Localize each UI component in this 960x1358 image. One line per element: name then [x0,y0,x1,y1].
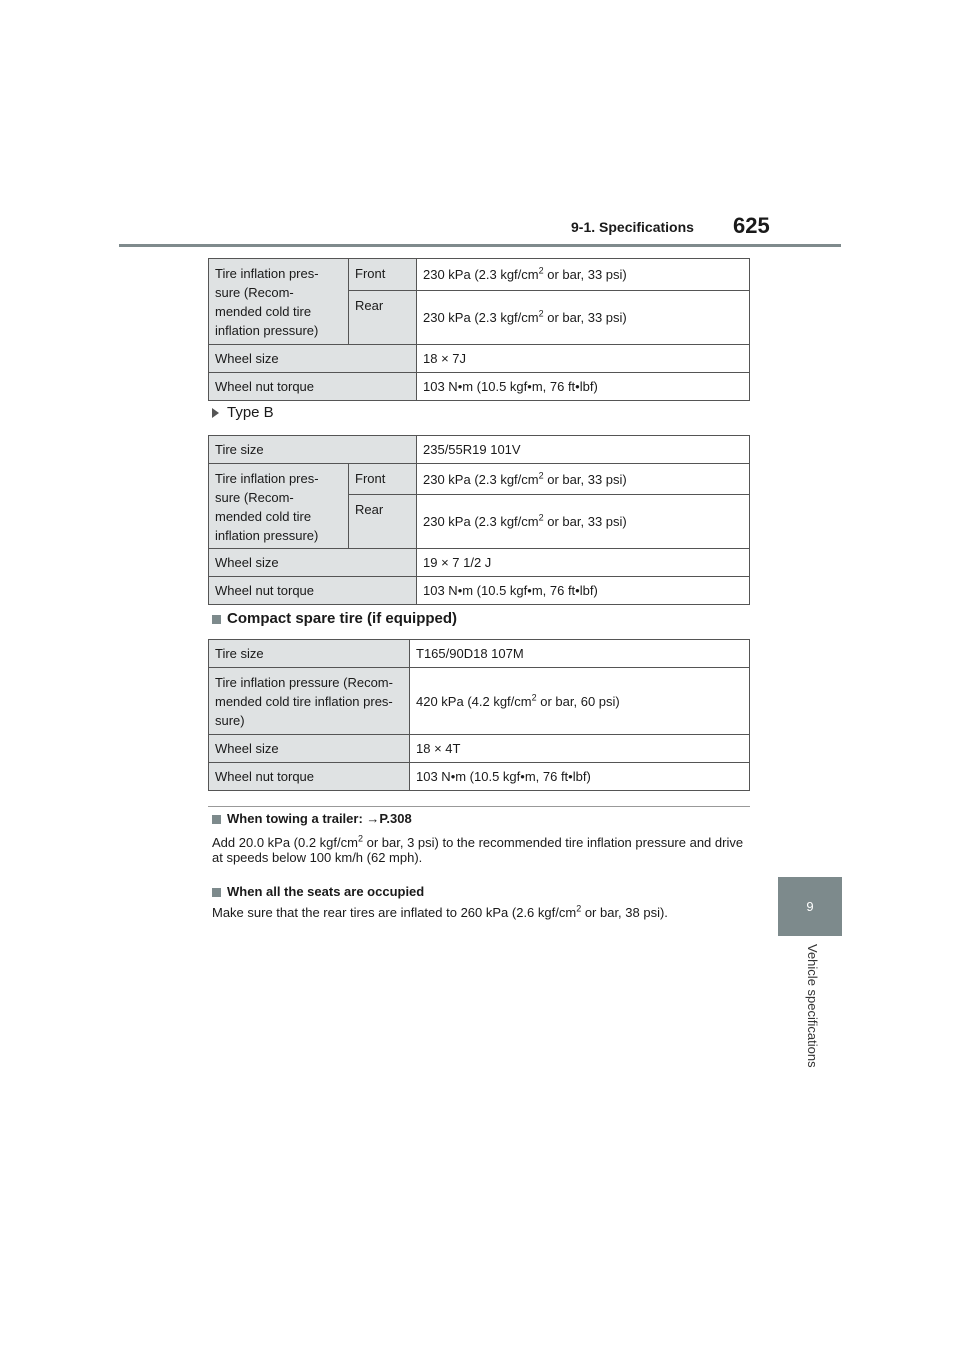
triangle-bullet-icon [212,408,219,418]
spec-table-b [208,435,750,605]
tire-size-value: T165/90D18 107M [410,640,750,668]
rear-value: 230 kPa (2.3 kgf/$cm^2$ or bar, 33 psi) [417,291,750,345]
header-rule [119,244,841,247]
front-label: Front [349,464,417,495]
front-value: 230 kPa (2.3 kgf/$cm^2$ or bar, 33 psi) [417,259,750,291]
type-b-heading: Type B [212,404,274,421]
wheel-nut-torque-label: Wheel nut torque [209,577,417,605]
wheel-nut-torque-label: Wheel nut torque [209,373,417,401]
front-label: Front [349,259,417,291]
wheel-nut-torque-value: 103 N•m (10.5 kgf•m, 76 ft•lbf) [417,577,750,605]
wheel-size-value: 18 × 7J [417,345,750,373]
wheel-nut-torque-value: 103 N•m (10.5 kgf•m, 76 ft•lbf) [417,373,750,401]
notes-rule [208,806,750,807]
square-bullet-icon [212,888,221,897]
compact-spare-heading: Compact spare tire (if equipped) [212,610,457,627]
wheel-size-label: Wheel size [209,345,417,373]
square-bullet-icon [212,615,221,624]
spec-table-compact [208,639,750,791]
wheel-size-label: Wheel size [209,735,410,763]
tire-inflation-label: Tire inflation pres- sure (Recom- mended cold tire inflation pressure) [209,464,349,549]
spec-table-a [208,258,750,401]
wheel-nut-torque-value: 103 N•m (10.5 kgf•m, 76 ft•lbf) [410,763,750,791]
wheel-size-value: 19 × 7 1/2 J [417,549,750,577]
chapter-title: Vehicle specifications [805,944,820,1068]
seats-note-heading: When all the seats are occupied [212,884,424,899]
tire-size-value: 235/55R19 101V [417,436,750,464]
tire-size-label: Tire size [209,640,410,668]
rear-label: Rear [349,291,417,345]
wheel-nut-torque-label: Wheel nut torque [209,763,410,791]
tire-inflation-label: Tire inflation pressure (Recom- mended cold tire inflation pres- sure) [209,668,410,735]
rear-value: 230 kPa (2.3 kgf/$cm^2$ or bar, 33 psi) [417,495,750,549]
section-title: 9-1. Specifications [571,219,694,235]
chapter-number: 9 [806,899,814,914]
towing-note-body: Add 20.0 kPa (0.2 kgf/$cm^2$ or bar, 3 psi) to the recommended tire inflation pressure and drive at speeds below 100 km/h (62 mph). [212,833,744,865]
wheel-size-value: 18 × 4T [410,735,750,763]
front-value: 230 kPa (2.3 kgf/$cm^2$ or bar, 33 psi) [417,464,750,495]
chapter-tab [778,877,842,936]
towing-note-heading: When towing a trailer: →P.308 [212,811,412,826]
wheel-size-label: Wheel size [209,549,417,577]
tire-inflation-value: 420 kPa (4.2 kgf/$cm^2$ or bar, 60 psi) [410,668,750,735]
tire-inflation-label: Tire inflation pres- sure (Recom- mended cold tire inflation pressure) [209,259,349,345]
chapter-side-label [802,944,822,1094]
tire-size-label: Tire size [209,436,417,464]
seats-note-body: Make sure that the rear tires are inflated to 260 kPa (2.6 kgf/$cm^2$ or bar, 38 psi). [212,903,668,920]
page-number: 625 [733,213,770,238]
rear-label: Rear [349,495,417,549]
square-bullet-icon [212,815,221,824]
